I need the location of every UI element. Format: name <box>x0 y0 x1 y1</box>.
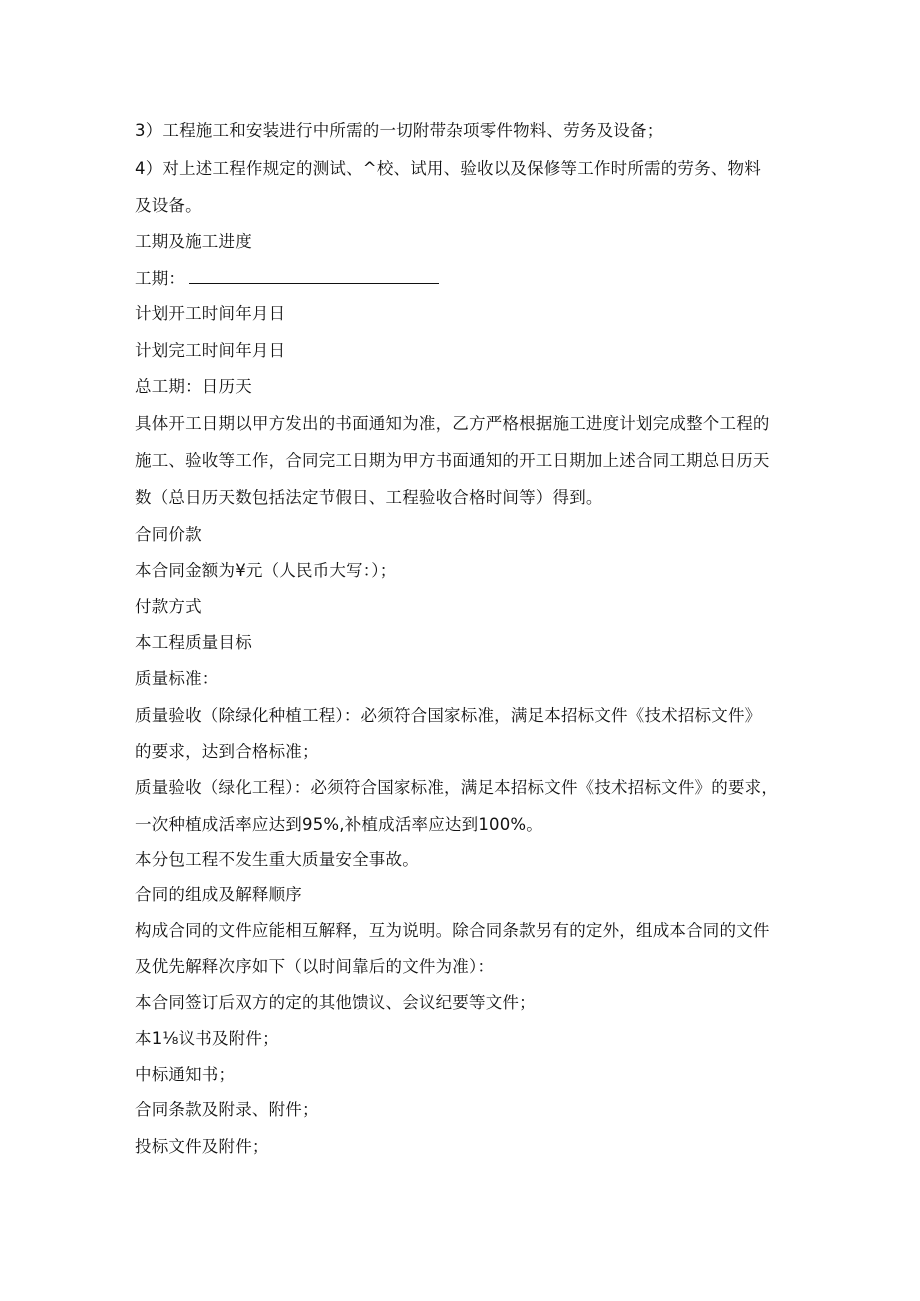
section-heading: 工期及施工进度 <box>135 232 252 251</box>
text-line: 的要求，达到合格标准； <box>135 742 319 761</box>
text-line: 本分包工程不发生重大质量安全事故。 <box>135 850 419 869</box>
text-line: 及优先解释次序如下（以时间靠后的文件为准）： <box>135 957 495 976</box>
section-heading: 合同的组成及解释顺序 <box>135 885 302 904</box>
section-heading: 合同价款 <box>135 525 202 544</box>
list-item: 投标文件及附件； <box>135 1137 269 1156</box>
text-line: 本合同金额为¥元（人民币大写：）； <box>135 561 397 580</box>
text-line: 质量验收（除绿化种植工程）：必须符合国家标准，满足本招标文件《技术招标文件》 <box>135 706 762 725</box>
text-line: 4）对上述工程作规定的测试、^校、试用、验收以及保修等工作时所需的劳务、物料 <box>135 159 761 178</box>
list-item: 合同条款及附录、附件； <box>135 1100 319 1119</box>
duration-label: 工期： <box>135 269 186 288</box>
text-line: 具体开工日期以甲方发出的书面通知为准，乙方严格根据施工进度计划完成整个工程的 <box>135 414 770 433</box>
duration-field <box>135 268 439 290</box>
section-heading: 本工程质量目标 <box>135 633 252 652</box>
text-line: 数（总日历天数包括法定节假日、工程验收合格时间等）得到。 <box>135 488 603 507</box>
text-line: 计划完工时间年月日 <box>135 341 286 360</box>
text-line: 一次种植成活率应达到95%,补植成活率应达到100%。 <box>135 815 543 834</box>
text-line: 质量标准： <box>135 669 219 688</box>
list-item: 中标通知书； <box>135 1065 236 1084</box>
text-line: 构成合同的文件应能相互解释，互为说明。除合同条款另有的定外，组成本合同的文件 <box>135 921 770 940</box>
text-line: 施工、验收等工作，合同完工日期为甲方书面通知的开工日期加上述合同工期总日历天 <box>135 451 770 470</box>
list-item: 本合同签订后双方的定的其他馈议、会议纪要等文件； <box>135 993 536 1012</box>
text-line: 质量验收（绿化工程）：必须符合国家标准，满足本招标文件《技术招标文件》的要求， <box>135 778 779 797</box>
duration-blank-line <box>189 269 439 284</box>
text-line: 3）工程施工和安装进行中所需的一切附带杂项零件物料、劳务及设备； <box>135 121 664 140</box>
text-line: 及设备。 <box>135 196 202 215</box>
text-line: 总工期：日历天 <box>135 377 252 396</box>
list-item: 本1⅛议书及附件； <box>135 1029 279 1048</box>
text-line: 计划开工时间年月日 <box>135 304 286 323</box>
section-heading: 付款方式 <box>135 597 202 616</box>
